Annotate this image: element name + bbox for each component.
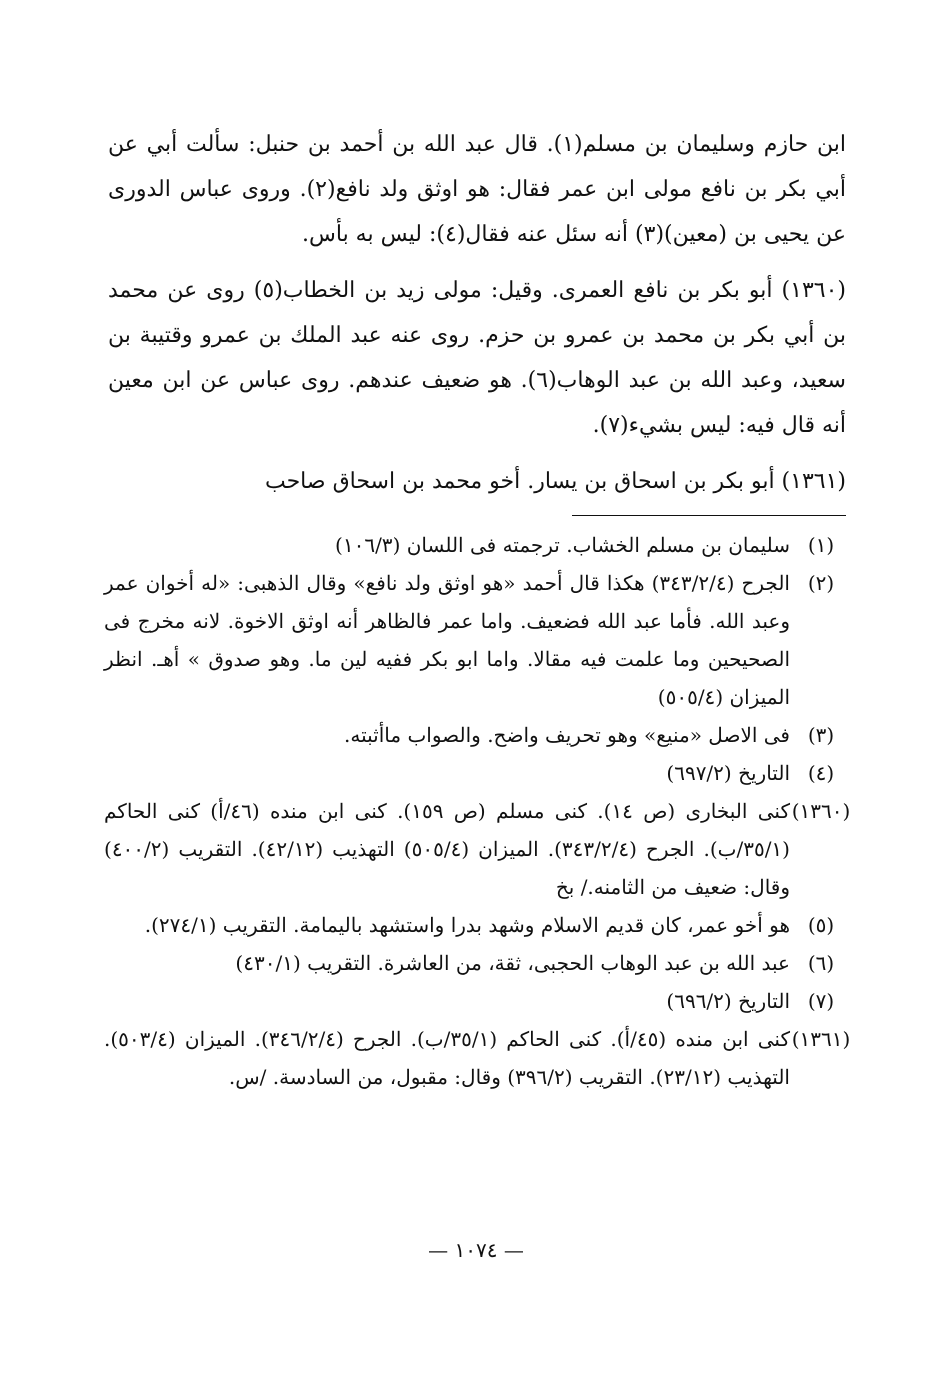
footnote-text: كنى ابن منده (٤٥/أ). كنى الحاكم (٣٥/١/ب). الجرح (٣٤٦/٢/٤). الميزان (٥٠٣/٤). التهذيب (٢٣/١٢). التقريب (٣٩٦/٢) وقال: مقبول، من السادسة. /س.: [104, 1027, 790, 1089]
footnote-number: (١٣٦٠): [791, 799, 851, 823]
footnote-3: [104, 716, 852, 754]
footnote-number: (٥): [807, 913, 835, 937]
footnote-text: هو أخو عمر، كان قديم الاسلام وشهد بدرا واستشهد باليمامة. التقريب (٢٧٤/١).: [144, 913, 790, 937]
footnote-text: سليمان بن مسلم الخشاب. ترجمته فى اللسان (١٠٦/٣): [335, 533, 790, 557]
page-number: — ١٠٧٤ —: [428, 1238, 524, 1262]
footnote-1361: [104, 1020, 852, 1096]
footnote-1360: [104, 792, 852, 906]
entry-1361: (١٣٦١) أبو بكر بن اسحاق بن يسار. أخو محمد بن اسحاق صاحب: [264, 469, 846, 494]
footnote-2: [104, 564, 852, 716]
footnotes: [104, 526, 852, 1096]
paragraph-continuation: ابن حازم وسليمان بن مسلم(١). قال عبد الله بن أحمد بن حنبل: سألت أبي عن أبي بكر بن نافع مولى ابن عمر فقال: هو اوثق ولد نافع(٢). وروى عباس الدورى عن يحيى بن (معين)(٣) أنه سئل عنه فقال(٤): ليس به بأس.: [108, 132, 846, 247]
entry-1360: (١٣٦٠) أبو بكر بن نافع العمرى. وقيل: مولى زيد بن الخطاب(٥) روى عن محمد بن أبي بكر بن محمد بن عمرو بن حزم. روى عنه عبد الملك بن عمرو وقتيبة بن سعيد، وعبد الله بن عبد الوهاب(٦). هو ضعيف عندهم. روى عباس عن ابن معين أنه قال فيه: ليس بشيء(٧).: [108, 278, 846, 438]
footnote-6: [104, 944, 852, 982]
footnote-1: [104, 526, 852, 564]
footnote-separator: [572, 515, 846, 516]
footnote-number: (١): [807, 533, 835, 557]
footnote-text: فى الاصل «منيع» وهو تحريف واضح. والصواب ماأثبته.: [344, 723, 790, 747]
footnote-text: كنى البخارى (ص ١٤). كنى مسلم (ص ١٥٩). كنى ابن منده (٤٦/أ) كنى الحاكم (٣٥/١/ب). الجرح (٣٤٣/٢/٤). الميزان (٥٠٥/٤) التهذيب (٤٢/١٢). التقريب (٤٠٠/٢) وقال: ضعيف من الثامنه./ بخ: [104, 799, 790, 899]
footnote-number: (٣): [807, 723, 835, 747]
footnote-number: (٦): [807, 951, 835, 975]
footnote-4: [104, 754, 852, 792]
footnote-number: (٤): [807, 761, 835, 785]
main-text: [108, 122, 846, 504]
footnote-number: (٧): [807, 989, 835, 1013]
footnote-text: عبد الله بن عبد الوهاب الحجبى، ثقة، من العاشرة. التقريب (٤٣٠/١): [235, 951, 790, 975]
footnote-number: (٢): [807, 571, 835, 595]
footnote-text: التاريخ (٦٩٧/٢): [666, 761, 790, 785]
footnote-5: [104, 906, 852, 944]
footnote-text: الجرح (٣٤٣/٢/٤) هكذا قال أحمد «هو اوثق ولد نافع» وقال الذهبى: «له أخوان عمر وعبد الله. فأما عبد الله فضعيف. واما عمر فالظاهر أنه اوثق الاخوة. لانه مخرج فى الصحيحين وما علمت فيه مقالا. واما ابو بكر ففيه لين ما. وهو صدوق » أهـ. انظر الميزان (٥٠٥/٤): [104, 571, 790, 709]
footnote-number: (١٣٦١): [791, 1027, 851, 1051]
footnote-text: التاريخ (٦٩٦/٢): [666, 989, 790, 1013]
footnote-7: [104, 982, 852, 1020]
